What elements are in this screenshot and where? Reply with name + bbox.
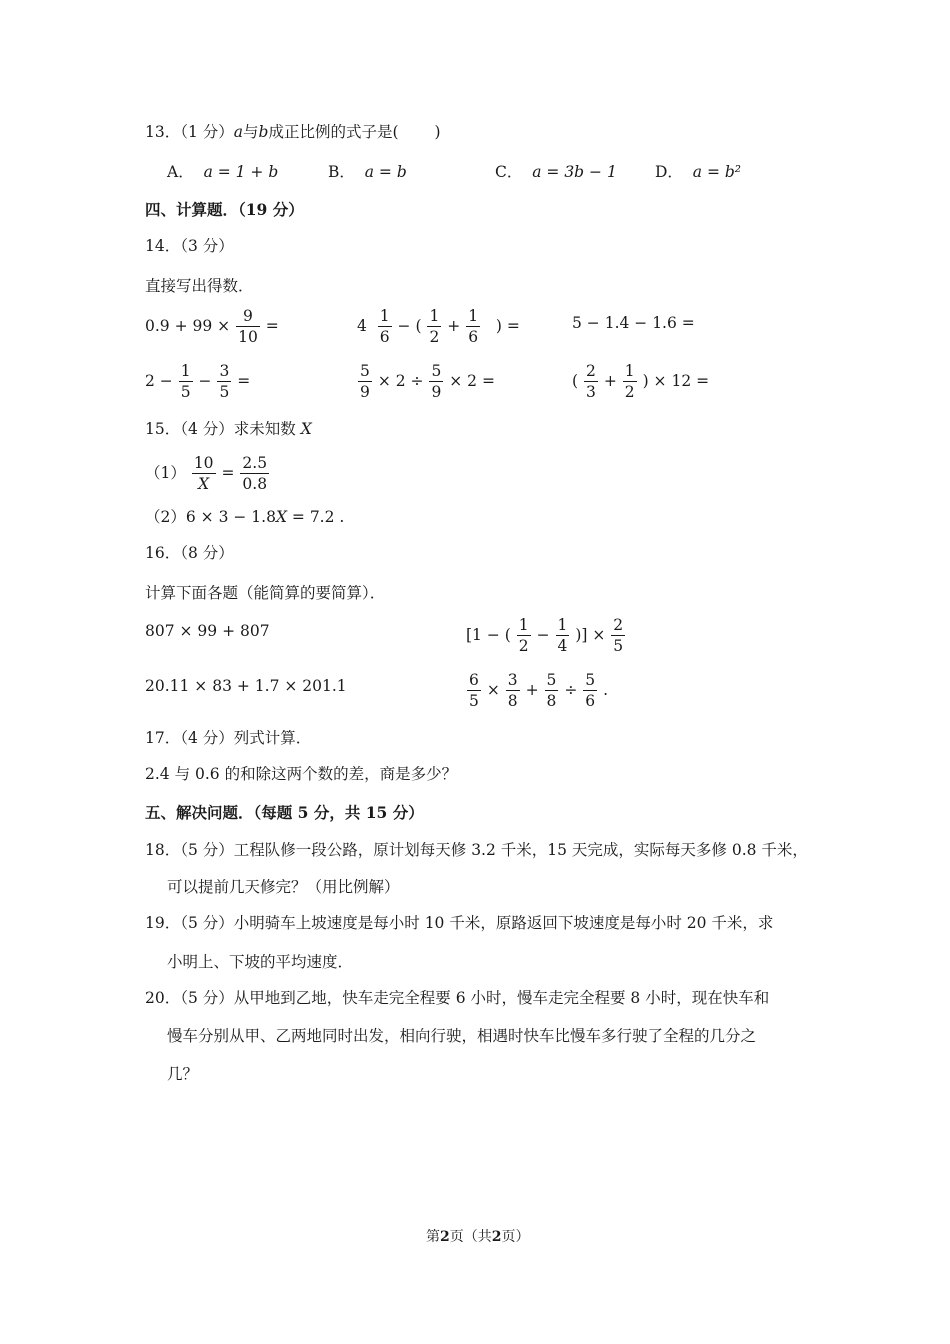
q14-item-3: 5 − 1.4 − 1.6 = [572,314,695,332]
q16-item-3: 20.11 × 83 + 1.7 × 201.1 [145,677,347,695]
q19-line-2: 小明上、下坡的平均速度． [167,953,354,971]
q15-stem: 15．（4 分）求未知数 X [145,420,312,438]
q14-item-4: 2 − $\frac{1}{5}$ − $\frac{3}{5}$ = [145,362,251,402]
q18-line-2: 可以提前几天修完？（用比例解） [167,878,400,896]
q13-option-a: A． a = 1 + b [167,163,279,181]
q20-line-2: 慢车分别从甲、乙两地同时出发，相向行驶，相遇时快车比慢车多行驶了全程的几分之 [167,1027,757,1045]
section5-title: 五、解决问题．（每题 5 分，共 15 分） [145,803,424,822]
q17-question: 2.4 与 0.6 的和除这两个数的差，商是多少？ [145,765,458,783]
q14-item-1: 0.9 + 99 × $\frac{9}{10}$ = [145,307,279,347]
q17-stem: 17．（4 分）列式计算． [145,729,312,747]
q14-item-2: 4 $\frac{1}{6}$ − ( $\frac{1}{2}$ + $\frac{1}{6}$ ) = [357,307,520,347]
q16-instruction: 计算下面各题（能简算的要简算）． [145,584,386,602]
q15-part-2: （2）6 × 3 − 1.8X = 7.2 . [145,508,345,526]
q13-stem: 13．（1 分）a与b成正比例的式子是( ) [145,123,441,141]
q20-line-1: 20．（5 分）从甲地到乙地，快车走完全程要 6 小时，慢车走完全程要 8 小时，现在快车和 [145,989,770,1007]
q14-stem: 14．（3 分） [145,237,234,255]
q13-option-d: D． a = b² [655,163,742,181]
q14-instruction: 直接写出得数． [145,277,254,295]
q14-item-6: ( $\frac{2}{3}$ + $\frac{1}{2}$ ) × 12 = [572,362,710,402]
q16-item-2: [1 − ( $\frac{1}{2}$ − $\frac{1}{4}$ )] × $\frac{2}{5}$ [466,616,624,656]
page-footer: 第2页（共2页） [426,1229,530,1245]
q15-part-1: （1） $\frac{10}{X}$ = $\frac{2.5}{0.8}$ [145,454,268,494]
q20-line-3: 几？ [167,1065,199,1083]
section4-title: 四、计算题．（19 分） [145,200,304,219]
q13-option-b: B． a = b [328,163,407,181]
q18-line-1: 18．（5 分）工程队修一段公路，原计划每天修 3.2 千米，15 天完成，实际每天多修 0.8 千米， [145,841,808,859]
q16-stem: 16．（8 分） [145,544,234,562]
q16-item-1: 807 × 99 + 807 [145,622,270,640]
q14-item-5: $\frac{5}{9}$ × 2 ÷ $\frac{5}{9}$ × 2 = [360,362,495,402]
q16-item-4: $\frac{6}{5}$ × $\frac{3}{8}$ + $\frac{5}{8}$ ÷ $\frac{5}{6}$ . [469,671,608,711]
q19-line-1: 19．（5 分）小明骑车上坡速度是每小时 10 千米，原路返回下坡速度是每小时 20 千米，求 [145,914,774,932]
q13-option-c: C． a = 3b − 1 [495,163,617,181]
